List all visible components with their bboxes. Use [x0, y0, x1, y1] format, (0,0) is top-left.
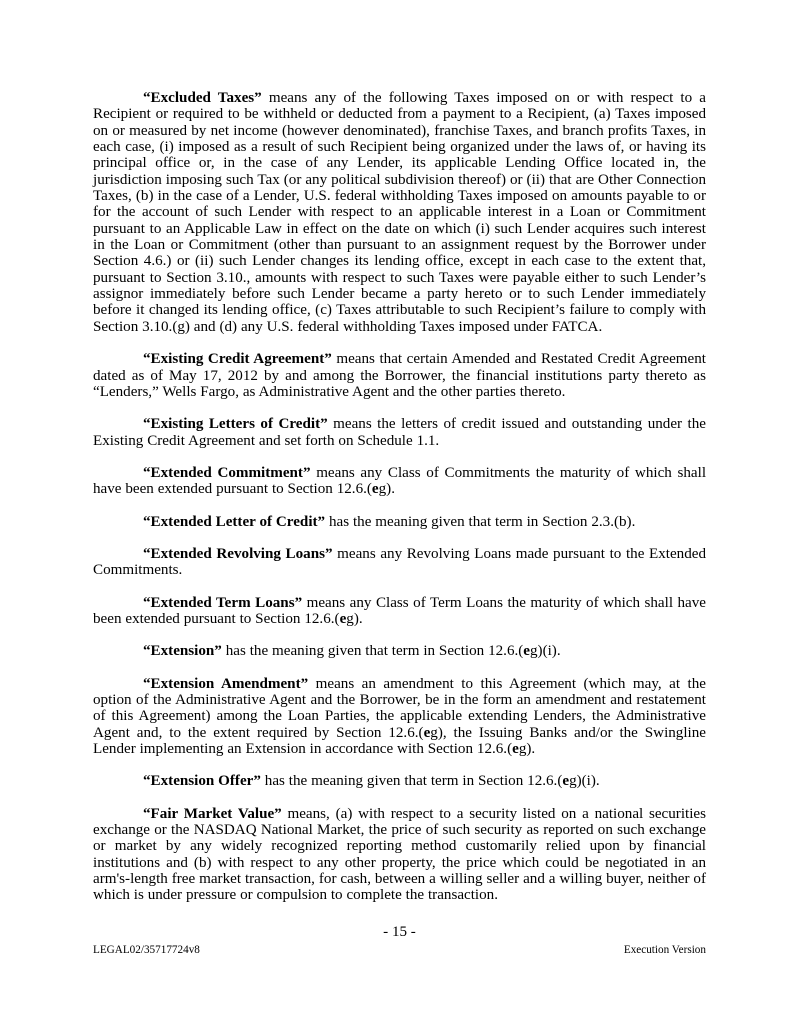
footer-row	[93, 944, 706, 957]
defined-term: “Extended Commitment”	[143, 464, 311, 481]
definition-paragraph	[93, 465, 706, 498]
revision-mark: e	[523, 643, 530, 660]
definition-text: g), the Issuing Banks and/or the Swingline Lender implementing an Extension in accordance with Section 12.6.(	[93, 724, 706, 757]
definition-text: g)(i).	[569, 773, 600, 790]
definition-paragraph	[93, 351, 706, 400]
definition-paragraph	[93, 90, 706, 335]
definition-paragraph	[93, 416, 706, 449]
defined-term: “Existing Letters of Credit”	[143, 416, 328, 433]
definition-text: means that certain Amended and Restated Credit Agreement dated as of May 17, 2012 by and among the Borrower, the financial institutions party thereto as “Lenders,” Wells Fargo, as Administrative Agent and the other parties thereto.	[93, 351, 706, 400]
defined-term: “Excluded Taxes”	[143, 90, 262, 106]
defined-term: “Extension”	[143, 643, 222, 660]
definition-text: has the meaning given that term in Section 2.3.(b).	[325, 513, 636, 530]
defined-term: “Existing Credit Agreement”	[143, 351, 332, 368]
defined-term: “Fair Market Value”	[143, 805, 282, 822]
document-reference-id: LEGAL02/35717724v8	[93, 944, 200, 956]
defined-term: “Extended Revolving Loans”	[143, 545, 333, 562]
definition-text: means any Class of Term Loans the maturity of which shall have been extended pursuant to Section 12.6.(	[93, 594, 706, 627]
revision-mark: e	[371, 481, 379, 498]
definition-paragraph	[93, 676, 706, 758]
page-number: - 15 -	[383, 924, 416, 940]
page-footer	[93, 924, 706, 1034]
definition-text: means any Revolving Loans made pursuant to the Extended Commitments.	[93, 545, 707, 579]
revision-mark: e	[562, 773, 570, 790]
revision-mark: e	[512, 741, 519, 757]
defined-term: “Extended Term Loans”	[143, 594, 303, 611]
defined-term: “Extension Offer”	[143, 773, 261, 790]
defined-term: “Extended Letter of Credit”	[143, 513, 326, 530]
definition-paragraph	[93, 595, 706, 628]
defined-term: “Extension Amendment”	[143, 675, 309, 692]
revision-mark: e	[423, 724, 431, 741]
definition-text: g).	[346, 610, 363, 627]
definition-paragraph	[93, 514, 706, 530]
definition-text: g).	[518, 741, 536, 757]
definition-text: means any of the following Taxes imposed on or with respect to a Recipient or required to be withheld or deducted from a payment to a Recipient, (a) Taxes imposed on or measured by net income (however denominated), franchise Taxes, and branch profits Taxes, in each case, (i) imposed as a result of such Recipient being organized under the laws of, or having its principal office or, in the case of any Lender, its applicable Lending Office located in, the jurisdiction imposing such Tax (or any political subdivision thereof) or (ii) that are Other Connection Taxes, (b) in the case of a Lender, U.S. federal withholding Taxes imposed on amounts payable to or for the account of such Lender with respect to an applicable interest in a Loan or Commitment pursuant to an Applicable Law in effect on the date on which (i) such Lender acquires such interest in the Loan or Commitment (other than pursuant to an assignment request by the Borrower under Section 4.6.) or (ii) such Lender changes its lending office, except in each case to the extent that, pursuant to Section 3.10., amounts with respect to such Taxes were payable either to such Lender’s assignor immediately before such Lender became a party hereto or to such Lender immediately before it changed its lending office, (c) Taxes attributable to such Recipient’s failure to comply with Section 3.10.(g) and (d) any U.S. federal withholding Taxes imposed under FATCA.	[93, 90, 706, 335]
definition-text: has the meaning given that term in Section 12.6.(	[221, 643, 524, 660]
definition-paragraph	[93, 643, 706, 659]
definition-text: means, (a) with respect to a security listed on a national securities exchange or the NASDAQ National Market, the price of such security as reported on such exchange or market by any widely recognized reporting method customarily relied upon by financial institutions and (b) with respect to any other property, the price which could be negotiated in an arm's-length free market transaction, for cash, between a willing seller and a willing buyer, neither of which is under pressure or compulsion to complete the transaction.	[93, 805, 706, 904]
definition-paragraph	[93, 546, 706, 579]
document-version-label: Execution Version	[623, 944, 706, 956]
definition-text: means the letters of credit issued and outstanding under the Existing Credit Agreement and set forth on Schedule 1.1.	[93, 416, 706, 449]
definition-paragraph	[93, 773, 706, 789]
definition-text: g)(i).	[530, 643, 561, 660]
definition-text: means any Class of Commitments the maturity of which shall have been extended pursuant to Section 12.6.(	[93, 464, 707, 498]
definition-paragraph	[93, 806, 706, 904]
definition-text: g).	[378, 481, 395, 498]
document-body	[93, 90, 706, 904]
revision-mark: e	[339, 610, 347, 627]
definition-text: has the meaning given that term in Section 12.6.(	[260, 773, 563, 790]
definition-text: means an amendment to this Agreement (which may, at the option of the Administrative Agent and the Borrower, be in the form an amendment and restatement of this Agreement) among the Loan Parties, the applicable extending Lenders, the Administrative Agent and, to the extent required by Section 12.6.(	[93, 675, 706, 741]
